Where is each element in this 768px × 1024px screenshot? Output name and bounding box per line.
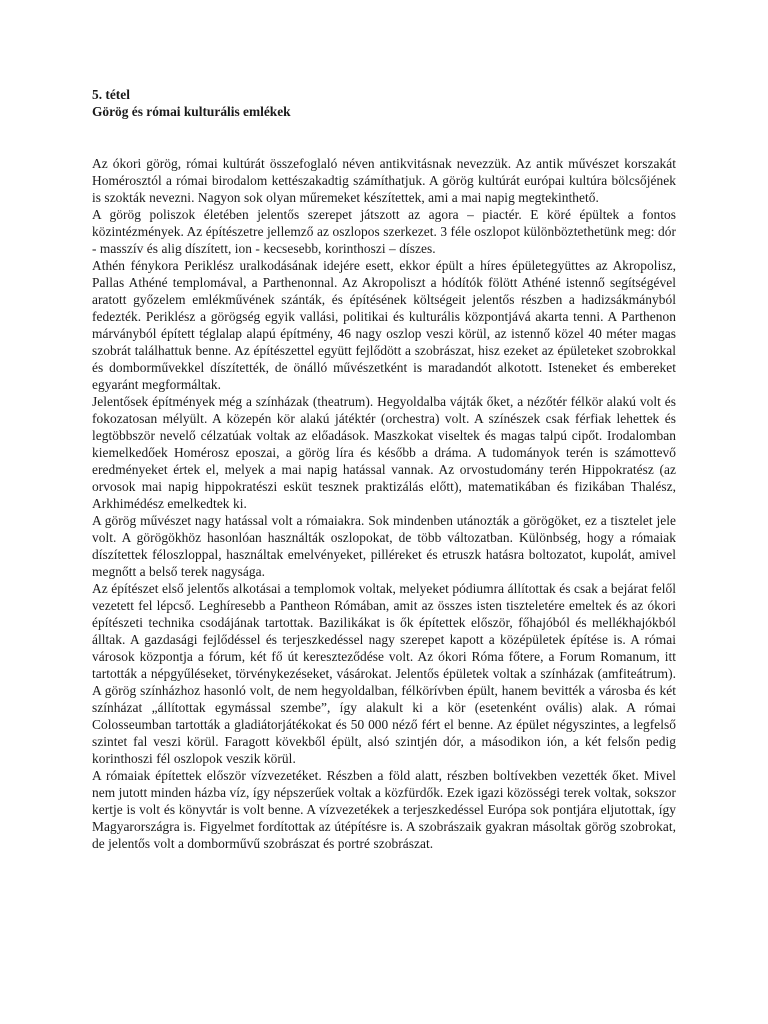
document-body <box>92 155 676 852</box>
paragraph-intro: Az ókori görög, római kultúrát összefoglaló néven antikvitásnak nevezzük. Az antik művészet korszakát Homérosztól a római birodalom kettészakadtig számíthatjuk. A görög kultúrát európai kultúra bölcsőjének is szokták nevezni. Nagyon sok olyan műremeket készítettek, ami a mai napig megtekinthető. <box>92 156 676 205</box>
paragraph-roman-influence: A görög művészet nagy hatással volt a rómaiakra. Sok mindenben utánozták a görögöket, ez a tisztelet jele volt. A görögökhöz hasonlóan használták oszlopokat, de több változatban. Különbség, hogy a rómaiak díszítettek féloszloppal, használtak emelvényeket, pilléreket és etruszk hatásra boltozatot, kupolát, amivel megnőtt a belső terek nagysága. <box>92 513 676 579</box>
document-title: Görög és római kulturális emlékek <box>92 104 291 119</box>
paragraph-aqueducts: A rómaiak építettek először vízvezetéket. Részben a föld alatt, részben boltívekben vezették őket. Mivel nem jutott minden házba víz, így népszerűek voltak a közfürdők. Ezek igazi közösségi terek voltak, sokszor kertje is volt és könyvtár is volt benne. A vízvezetékek a terjeszkedéssel Európa sok pontjára eljutottak, így Magyarországra is. Figyelmet fordítottak az útépítésre is. A szobrászaik gyakran másoltak görög szobrokat, de jelentős volt a domborművű szobrászat és portré szobrászat. <box>92 768 676 851</box>
paragraph-agora: A görög poliszok életében jelentős szerepet játszott az agora – piactér. E köré épültek a fontos közintézmények. Az építészetre jellemző az oszlopos szerkezet. 3 féle oszlopot különböztethetünk meg: dór - masszív és alig díszített, ion - kecsesebb, korinthoszi – díszes. <box>92 207 676 256</box>
document-page <box>92 86 676 852</box>
document-number: 5. tétel <box>92 87 130 102</box>
paragraph-theatres: Jelentősek építmények még a színházak (theatrum). Hegyoldalba vájták őket, a nézőtér félkör alakú volt és fokozatosan mélyült. A közepén kör alakú játéktér (orchestra) volt. A színészek csak férfiak lehettek és legtöbbször nevelő célzatúak voltak az előadások. Maszkokat viseltek és magas talpú cipőt. Irodalomban kiemelkedőek Homérosz eposzai, a görög líra és később a dráma. A tudományok terén is számottevő eredményeket értek el, melyek a mai napig hatással vannak. Az orvostudomány terén Hippokratész (az orvosok mai napig hippokratészi esküt tesznek praktizálás előtt), matematikában és fizikában Thalész, Arkhimédész emelkedtek ki. <box>92 394 676 511</box>
paragraph-athens: Athén fénykora Periklész uralkodásának idejére esett, ekkor épült a híres épületegyüttes az Akropolisz, Pallas Athéné templomával, a Parthenonnal. Az Akropoliszt a hódítók fölött Athéné istennő segítségével aratott győzelem emlékművének szánták, és építésének költségeit jelentős részben a hadizsákmányból fedezték. Periklész a görögség egyik vallási, politikai és kulturális központjává akarta tenni. A Parthenon márványból épített téglalap alapú építmény, 46 nagy oszlop veszi körül, az istennő közel 40 méter magas szobrát találhattuk benne. Az építészettel együtt fejlődött a szobrászat, hisz ezeket az épületeket szobrokkal és domborművekkel díszítették, de önálló művészetként is maradandót alkotott. Isteneket és embereket egyaránt megformáltak. <box>92 258 676 392</box>
paragraph-roman-architecture: Az építészet első jelentős alkotásai a templomok voltak, melyeket pódiumra állítottak és csak a bejárat felől vezetett fel lépcső. Leghíresebb a Pantheon Rómában, amit az összes isten tiszteletére emeltek és az ókori építészeti technika csodájának tartottak. Bazilikákat is ők építettek először, főhajóból és mellékhajókból álltak. A gazdasági fejlődéssel és terjeszkedéssel nagy szerepet kapott a középületek építése is. A római városok központja a fórum, két fő út kereszteződése volt. Az ókori Róma főtere, a Forum Romanum, itt tartották a népgyűléseket, törvénykezéseket, vásárokat. Jelentős épületek voltak a színházak (amfiteátrum). A görög színházhoz hasonló volt, de nem hegyoldalban, félkörívben épült, hanem bevitték a városba és két színházat „állítottak egymással szembe”, így alakult ki a kör (esetenként ovális) alak. A római Colosseumban tartották a gladiátorjátékokat és 50 000 néző fért el benne. Az épület négyszintes, a legfelső szintet fal veszi körül. Faragott kövekből épült, alsó szintjén dór, a másodikon ión, a két felsőn pedig korinthoszi fél oszlopok veszik körül. <box>92 581 676 766</box>
